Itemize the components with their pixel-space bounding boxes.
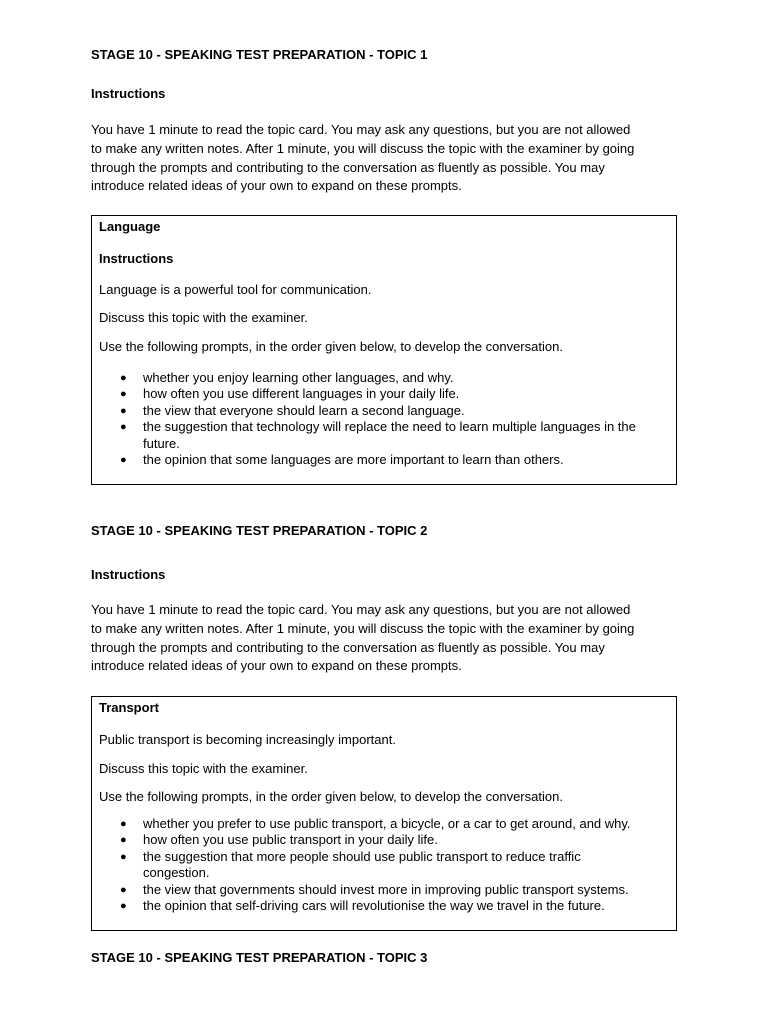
bullet-icon: ● [120,421,127,434]
card-statement: Language is a powerful tool for communication. [99,282,372,297]
card-use-prompts: Use the following prompts, in the order given below, to develop the conversation. [99,789,563,804]
bullet-icon: ● [120,388,127,401]
list-item [92,849,623,882]
list-item [92,816,631,832]
topic-2-title: STAGE 10 - SPEAKING TEST PREPARATION - TOPIC 2 [91,523,428,538]
card-use-prompts: Use the following prompts, in the order given below, to develop the conversation. [99,339,563,354]
prompt-text: the opinion that self-driving cars will revolutionise the way we travel in the future. [143,898,605,914]
bullet-icon: ● [120,404,127,417]
card-title: Language [99,219,161,234]
prompt-text: the view that governments should invest more in improving public transport systems. [143,881,629,897]
prompt-text: congestion. [143,865,210,881]
bullet-icon: ● [120,883,127,896]
instructions-line: You have 1 minute to read the topic card. You may ask any questions, but you are not allowed [91,122,631,137]
card-statement: Public transport is becoming increasingly important. [99,732,396,747]
list-item [92,881,629,898]
topic-1-instructions-text [91,121,681,196]
topic-2-instructions-heading: Instructions [91,567,166,582]
prompt-text: how often you use different languages in your daily life. [143,386,460,402]
instructions-line: introduce related ideas of your own to expand on these prompts. [91,658,462,674]
instructions-line: through the prompts and contributing to the conversation as fluently as possible. You may [91,639,605,655]
prompt-list [92,370,636,468]
bullet-icon: ● [120,850,127,863]
instructions-line: through the prompts and contributing to the conversation as fluently as possible. You may [91,159,605,175]
topic-3-title: STAGE 10 - SPEAKING TEST PREPARATION - TOPIC 3 [91,950,428,965]
card-subheading: Instructions [99,251,174,266]
list-item [92,419,636,452]
topic-1-title: STAGE 10 - SPEAKING TEST PREPARATION - TOPIC 1 [91,47,428,62]
card-discuss: Discuss this topic with the examiner. [99,310,308,325]
prompt-text: the suggestion that technology will replace the need to learn multiple languages in the [143,419,636,435]
list-item [92,403,623,419]
instructions-line: to make any written notes. After 1 minute, you will discuss the topic with the examiner by going [91,140,635,156]
card-title: Transport [99,700,159,715]
prompt-list [92,816,631,914]
topic-1-instructions-heading: Instructions [91,86,166,101]
prompt-text: whether you prefer to use public transport, a bicycle, or a car to get around, and why. [143,816,631,831]
prompt-text: the view that everyone should learn a second language. [143,402,465,418]
instructions-line: to make any written notes. After 1 minute, you will discuss the topic with the examiner by going [91,620,635,636]
topic-1-card [91,215,677,485]
list-item [92,452,623,468]
list-item [92,832,623,848]
bullet-icon: ● [120,372,127,384]
bullet-icon: ● [120,818,127,830]
prompt-text: future. [143,435,180,451]
prompt-text: how often you use public transport in your daily life. [143,832,438,848]
bullet-icon: ● [120,900,127,913]
prompt-text: whether you enjoy learning other languages, and why. [143,370,454,385]
list-item [92,386,623,402]
prompt-text: the opinion that some languages are more important to learn than others. [143,452,564,468]
bullet-icon: ● [120,454,127,467]
card-discuss: Discuss this topic with the examiner. [99,761,308,776]
instructions-line: You have 1 minute to read the topic card. You may ask any questions, but you are not allowed [91,602,631,617]
topic-2-card [91,696,677,931]
list-item [92,898,623,914]
instructions-line: introduce related ideas of your own to expand on these prompts. [91,178,462,194]
list-item [92,370,623,386]
topic-2-instructions-text [91,601,681,676]
bullet-icon: ● [120,834,127,847]
prompt-text: the suggestion that more people should use public transport to reduce traffic [143,848,581,864]
